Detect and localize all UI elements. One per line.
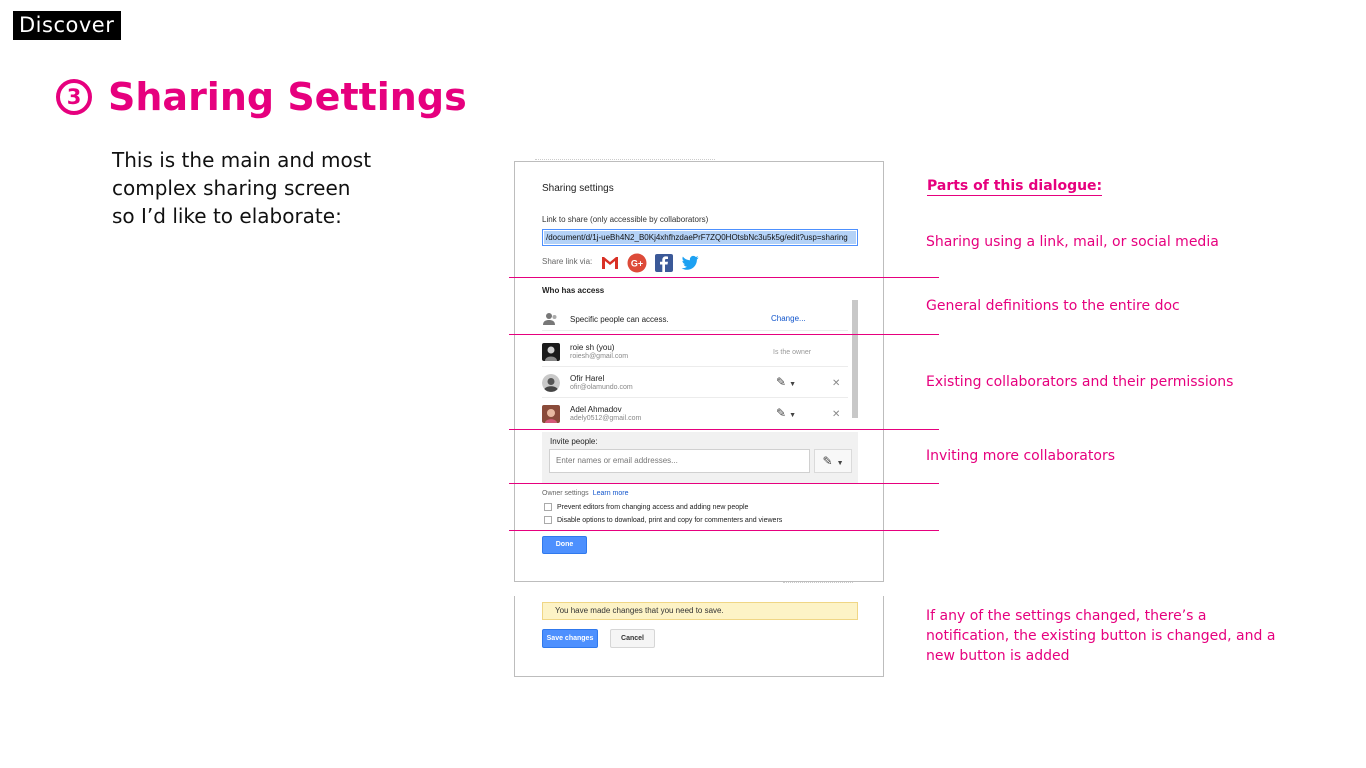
general-access-row bbox=[542, 300, 848, 331]
checkbox-label: Prevent editors from changing access and adding new people bbox=[557, 503, 749, 511]
save-changes-button[interactable]: Save changes bbox=[542, 629, 598, 648]
section-tag: Discover bbox=[13, 11, 121, 40]
collaborator-email: adely0512@gmail.com bbox=[570, 415, 642, 422]
section-divider bbox=[509, 277, 939, 278]
save-changes-panel bbox=[514, 596, 884, 677]
people-icon bbox=[542, 310, 560, 328]
owner-label: Is the owner bbox=[773, 349, 812, 356]
section-divider bbox=[509, 334, 939, 335]
collaborator-email: roiesh@gmail.com bbox=[570, 353, 629, 360]
share-link-value: /document/d/1j-ueBh4N2_B0Kj4xhfhzdaePrF7ZQ0HOtsbNc3u5k5g/edit?usp=sharing bbox=[544, 231, 856, 244]
gmail-icon[interactable] bbox=[600, 253, 620, 273]
invite-permission-dropdown[interactable]: ✎ ▼ bbox=[814, 449, 852, 473]
collaborator-row bbox=[542, 337, 848, 367]
step-number-badge: 3 bbox=[56, 79, 92, 115]
slide-title bbox=[56, 72, 467, 122]
dialog-title: Sharing settings bbox=[542, 183, 614, 194]
avatar bbox=[542, 343, 560, 361]
checkbox[interactable] bbox=[544, 516, 552, 524]
annotation-collaborators: Existing collaborators and their permissions bbox=[926, 374, 1234, 390]
share-via-label: Share link via: bbox=[542, 257, 593, 266]
link-share-label: Link to share (only accessible by collaborators) bbox=[542, 215, 709, 224]
done-button[interactable]: Done bbox=[542, 536, 587, 554]
access-level-text: Specific people can access. bbox=[570, 315, 669, 324]
collaborator-row bbox=[542, 368, 848, 398]
checkbox[interactable] bbox=[544, 503, 552, 511]
avatar bbox=[542, 374, 560, 392]
google-plus-icon[interactable] bbox=[627, 253, 647, 273]
section-divider bbox=[509, 483, 939, 484]
invite-label: Invite people: bbox=[550, 437, 598, 446]
avatar bbox=[542, 405, 560, 423]
remove-collaborator-icon[interactable]: ✕ bbox=[832, 378, 841, 389]
svg-text:G+: G+ bbox=[630, 258, 644, 269]
annotation-share: Sharing using a link, mail, or social media bbox=[926, 234, 1219, 250]
remove-collaborator-icon[interactable]: ✕ bbox=[832, 409, 841, 420]
intro-text: This is the main and most complex sharing screen so I’d like to elaborate: bbox=[112, 148, 372, 228]
share-link-field[interactable] bbox=[542, 229, 858, 246]
annotations-heading: Parts of this dialogue: bbox=[927, 178, 1103, 194]
section-divider bbox=[509, 530, 939, 531]
cancel-button[interactable]: Cancel bbox=[610, 629, 655, 648]
collaborator-email: ofir@olamundo.com bbox=[570, 384, 633, 391]
section-divider bbox=[509, 429, 939, 430]
change-access-link[interactable]: Change... bbox=[771, 314, 806, 323]
permission-dropdown[interactable]: ✎ ▼ bbox=[776, 406, 796, 420]
invite-input[interactable]: Enter names or email addresses... bbox=[549, 449, 810, 473]
checkbox-label: Disable options to download, print and copy for commenters and viewers bbox=[557, 516, 783, 524]
unsaved-changes-notice: You have made changes that you need to save. bbox=[542, 602, 858, 620]
sharing-dialog bbox=[514, 161, 884, 582]
collaborator-name: Ofir Harel bbox=[570, 374, 605, 383]
twitter-icon[interactable] bbox=[680, 253, 700, 273]
invite-people-section bbox=[542, 432, 858, 484]
access-list bbox=[542, 300, 858, 422]
annotation-general: General definitions to the entire doc bbox=[926, 298, 1180, 314]
scrollbar[interactable] bbox=[852, 300, 858, 418]
owner-settings-label: Owner settings bbox=[542, 490, 589, 497]
background-edge bbox=[783, 582, 853, 584]
owner-setting-option[interactable] bbox=[544, 516, 782, 524]
collaborator-name: roie sh (you) bbox=[570, 343, 615, 352]
owner-settings bbox=[542, 490, 628, 497]
annotation-invite: Inviting more collaborators bbox=[926, 448, 1115, 464]
background-edge bbox=[535, 159, 715, 161]
collaborator-row bbox=[542, 399, 848, 429]
collaborator-name: Adel Ahmadov bbox=[570, 405, 622, 414]
permission-dropdown[interactable]: ✎ ▼ bbox=[776, 375, 796, 389]
learn-more-link[interactable]: Learn more bbox=[592, 490, 629, 497]
owner-setting-option[interactable] bbox=[544, 503, 748, 511]
slide-title-text: Sharing Settings bbox=[108, 75, 467, 119]
who-has-access-title: Who has access bbox=[542, 286, 605, 295]
annotation-save: If any of the settings changed, there’s a notification, the existing button is changed, and a new button is added bbox=[926, 608, 1276, 664]
facebook-icon[interactable] bbox=[654, 253, 674, 273]
